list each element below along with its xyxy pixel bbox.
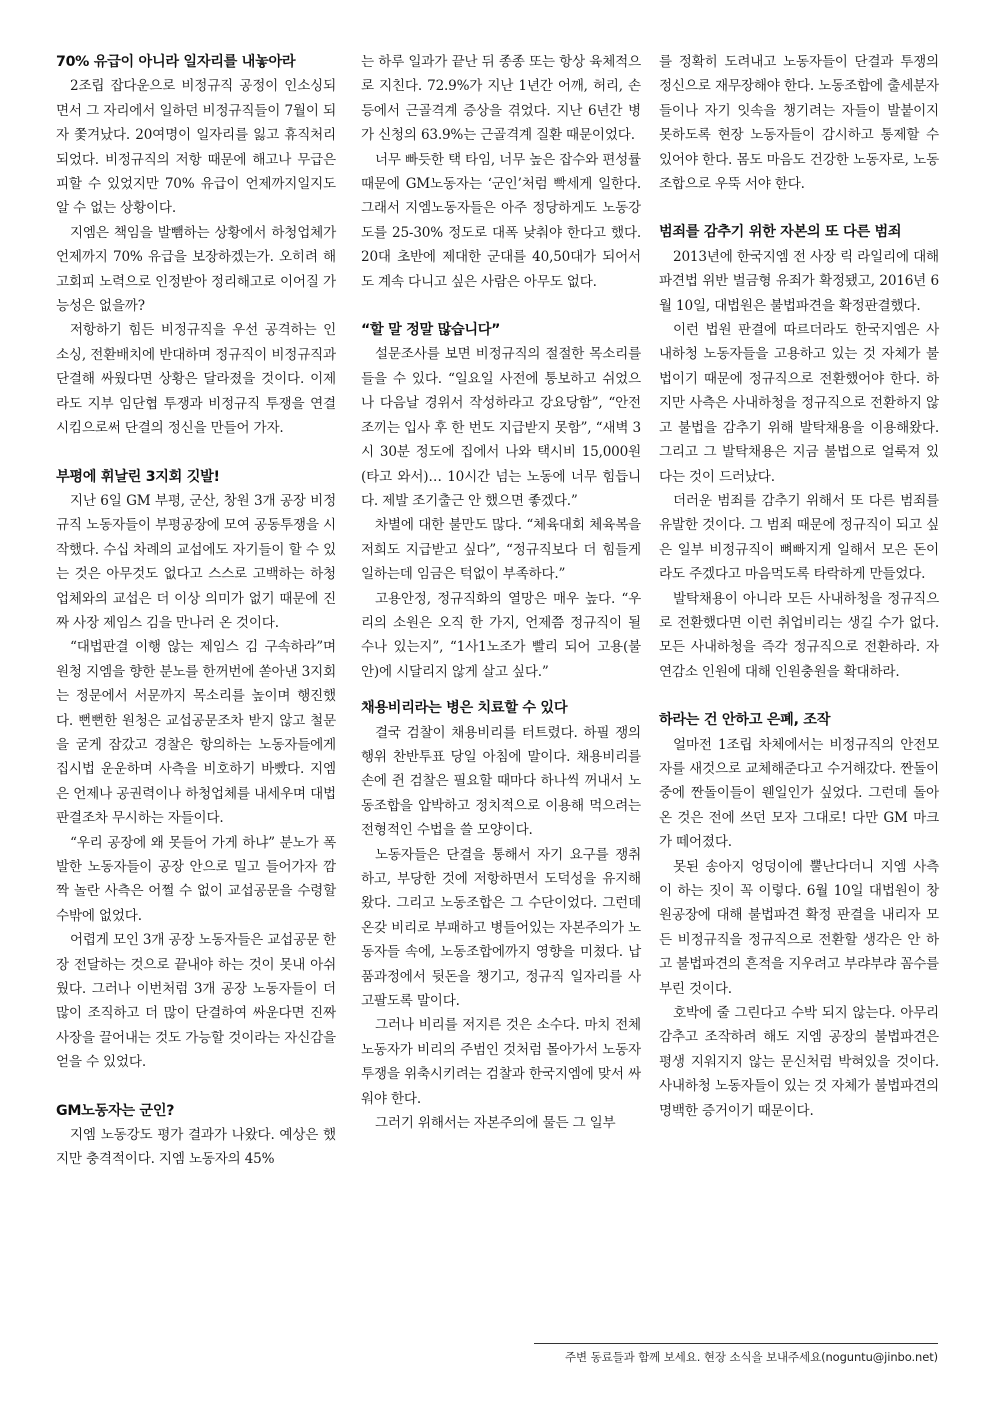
section-spacer bbox=[361, 684, 641, 696]
paragraph: 지엠 노동강도 평가 결과가 나왔다. 예상은 했지만 충격적이다. 지엠 노동자의 45% bbox=[56, 1127, 336, 1168]
paragraph: 어렵게 모인 3개 공장 노동자들은 교섭공문 한 장 전달하는 것으로 끝내야 하는 것이 못내 아쉬웠다. 그러나 이번처럼 3개 공장 노동자들이 더 많이 조직하고 더 많이 단결하여 싸운다면 진짜 사장을 끌어내는 것도 가능할 것이라는 자신감을 얻을 수 있었다. bbox=[56, 932, 336, 1071]
section-heading: 범죄를 감추기 위한 자본의 또 다른 범죄 bbox=[659, 224, 902, 241]
paragraph: 차별에 대한 불만도 많다. “체육대회 체육복을 저희도 지급받고 싶다”, “정규직보다 더 힘들게 일하는데 임금은 턱없이 부족하다.” bbox=[361, 517, 641, 583]
section-spacer bbox=[56, 441, 336, 465]
section-heading: 채용비리라는 병은 치료할 수 있다 bbox=[361, 700, 568, 717]
paragraph: 발탁채용이 아니라 모든 사내하청을 정규직으로 전환했다면 이런 취업비리는 생길 수가 없다. 모든 사내하청을 즉각 정규직으로 전환하라. 자연감소 인원에 대해 인원충원을 확대하라. bbox=[659, 590, 939, 680]
paragraph: 고용안정, 정규직화의 열망은 매우 높다. “우리의 소원은 오직 한 가지, 언제쯤 정규직이 될 수나 있는지”, “1사1노조가 빨리 되어 고용(불안)에 시달리지 않게 살고 싶다.” bbox=[361, 590, 641, 680]
paragraph: 결국 검찰이 채용비리를 터트렸다. 하필 쟁의행위 찬반투표 당일 아침에 말이다. 채용비리를 손에 쥔 검찰은 필요할 때마다 하나씩 꺼내서 노동조합을 압박하고 정치적으로 이용해 먹으려는 전형적인 수법을 쓸 모양이다. bbox=[361, 724, 641, 839]
column-2 bbox=[361, 50, 641, 1135]
section-spacer bbox=[659, 684, 939, 708]
section-spacer bbox=[361, 294, 641, 318]
paragraph: 못된 송아지 엉덩이에 뿔난다더니 지엠 사측이 하는 짓이 꼭 이렇다. 6월 10일 대법원이 창원공장에 대해 불법파견 확정 판결을 내리자 모든 비정규직을 정규직으로 전환할 생각은 안 하고 불법파견의 흔적을 지우려고 부랴부랴 꼼수를 부린 것이다. bbox=[659, 858, 939, 997]
section-spacer bbox=[659, 196, 939, 220]
paragraph: 너무 빠듯한 택 타임, 너무 높은 잡수와 편성률 때문에 GM노동자는 ‘군인’처럼 빡세게 일한다. 그래서 지엠노동자들은 아주 정당하게도 노동강도를 25-30% 정도로 대폭 낮춰야 한다고 했다. 20대 초반에 제대한 군대를 40,50대가 되어서도 계속 다니고 싶은 사람은 아무도 없다. bbox=[361, 151, 641, 290]
section-spacer bbox=[56, 1075, 336, 1099]
section-heading: 70% 유급이 아니라 일자리를 내놓아라 bbox=[56, 54, 296, 70]
paragraph: 노동자들은 단결을 통해서 자기 요구를 쟁취하고, 부당한 것에 저항하면서 도덕성을 유지해왔다. 그리고 노동조합은 그 수단이었다. 그런데 온갖 비리로 부패하고 병들어있는 자본주의가 노동자들 속에, 노동조합에까지 영향을 미쳤다. 납품과정에서 뒷돈을 챙기고, 정규직 일자리를 사고팔도록 말이다. bbox=[361, 846, 641, 1010]
section-heading: 부평에 휘날린 3지회 깃발! bbox=[56, 468, 220, 485]
paragraph: 저항하기 힘든 비정규직을 우선 공격하는 인소싱, 전환배치에 반대하며 정규직이 비정규직과 단결해 싸웠다면 상황은 달라졌을 것이다. 이제라도 지부 임단협 투쟁과 비정규직 투쟁을 연결시킴으로써 단결의 정신을 만들어 가자. bbox=[56, 322, 336, 437]
paragraph: “우리 공장에 왜 못들어 가게 하냐” 분노가 폭발한 노동자들이 공장 안으로 밀고 들어가자 깜짝 놀란 사측은 어쩔 수 없이 교섭공문을 수령할 수밖에 없었다. bbox=[56, 834, 336, 924]
column-1 bbox=[56, 50, 336, 1172]
paragraph: 지엠은 책임을 발뺌하는 상황에서 하청업체가 언제까지 70% 유급을 보장하겠는가. 오히려 해고회피 노력으로 인정받아 정리해고로 이어질 가능성은 없을까? bbox=[56, 224, 336, 315]
continued-paragraph: 를 정확히 도려내고 노동자들이 단결과 투쟁의 정신으로 재무장해야 한다. 노동조합에 출세분자들이나 자기 잇속을 챙기려는 자들이 발붙이지 못하도록 현장 노동자들이 감시하고 통제할 수 있어야 한다. 몸도 마음도 건강한 노동자로, 노동조합으로 우뚝 서야 한다. bbox=[659, 54, 939, 193]
paragraph: 더러운 범죄를 감추기 위해서 또 다른 범죄를 유발한 것이다. 그 범죄 때문에 정규직이 되고 싶은 일부 비정규직이 뼈빠지게 일해서 모은 돈이라도 주겠다고 마음먹도록 타락하게 만들었다. bbox=[659, 492, 939, 583]
paragraph: 2013년에 한국지엠 전 사장 릭 라일리에 대해 파견법 위반 벌금형 유죄가 확정됐고, 2016년 6월 10일, 대법원은 불법파견을 확정판결했다. bbox=[659, 248, 939, 314]
footer-divider bbox=[534, 1343, 938, 1344]
section-heading: 하라는 건 안하고 은폐, 조작 bbox=[659, 712, 831, 729]
section-heading: “할 말 정말 많습니다” bbox=[361, 322, 501, 339]
footer-note: 주변 동료들과 함께 보세요. 현장 소식을 보내주세요(noguntu@jinbo.net) bbox=[565, 1350, 938, 1364]
paragraph: 이런 법원 판결에 따르더라도 한국지엠은 사내하청 노동자들을 고용하고 있는 것 자체가 불법이기 때문에 정규직으로 전환했어야 한다. 하지만 사측은 사내하청을 정규직으로 전환하지 않고 불법을 감추기 위해 발탁채용을 이용해왔다. 그리고 그 발탁채용은 지금 불법으로 얼룩져 있다는 것이 드러났다. bbox=[659, 322, 939, 485]
paragraph: 설문조사를 보면 비정규직의 절절한 목소리를 들을 수 있다. “일요일 사전에 통보하고 쉬었으나 다음날 경위서 작성하라고 강요당함”, “안전조끼는 입사 후 한 번도 지급받지 못함”, “새벽 3시 30분 정도에 집에서 나와 택시비 15,000원 (타고 와서)… 10시간 넘는 노동에 너무 힘듭니다. 제발 조기출근 안 했으면 좋겠다.” bbox=[361, 346, 641, 509]
column-3 bbox=[659, 50, 939, 1123]
section-heading: GM노동자는 군인? bbox=[56, 1102, 175, 1119]
paragraph: 그러나 비리를 저지른 것은 소수다. 마치 전체 노동자가 비리의 주범인 것처럼 몰아가서 노동자투쟁을 위축시키려는 검찰과 한국지엠에 맞서 싸워야 한다. bbox=[361, 1017, 641, 1107]
paragraph: 호박에 줄 그린다고 수박 되지 않는다. 아무리 감추고 조작하려 해도 지엠 공장의 불법파견은 평생 지워지지 않는 문신처럼 박혀있을 것이다. 사내하청 노동자들이 있는 것 자체가 불법파견의 명백한 증거이기 때문이다. bbox=[659, 1005, 939, 1119]
paragraph: 얼마전 1조립 차체에서는 비정규직의 안전모자를 새것으로 교체해준다고 수거해갔다. 짠돌이 중에 짠돌이들이 웬일인가 싶었다. 그런데 돌아온 것은 전에 쓰던 모자 그대로! 다만 GM 마크가 떼어졌다. bbox=[659, 736, 939, 851]
paragraph: 지난 6일 GM 부평, 군산, 창원 3개 공장 비정규직 노동자들이 부평공장에 모여 공동투쟁을 시작했다. 수십 차례의 교섭에도 자기들이 할 수 있는 것은 아무것도 없다고 스스로 고백하는 하청업체와의 교섭은 더 이상 의미가 없기 때문에 진짜 사장 제임스 김을 만나러 온 것이다. bbox=[56, 492, 336, 631]
paragraph: 2조립 잡다운으로 비정규직 공정이 인소싱되면서 그 자리에서 일하던 비정규직들이 7월이 되자 쫓겨났다. 20여명이 일자리를 잃고 휴직처리되었다. 비정규직의 저항 때문에 해고나 무급은 피할 수 있었지만 70% 유급이 언제까지일지도 알 수 없는 상황이다. bbox=[56, 78, 336, 217]
paragraph: “대법판결 이행 않는 제임스 김 구속하라”며 원청 지엠을 향한 분노를 한꺼번에 쏟아낸 3지회는 정문에서 서문까지 목소리를 높이며 행진했다. 뻔뻔한 원청은 교섭공문조차 받지 않고 철문을 굳게 잠갔고 경찰은 항의하는 노동자들에게 집시법 운운하며 사측을 비호하기 바빴다. 지엠은 언제나 공권력이나 하청업체를 내세우며 대법판결조차 무시하는 자들이다. bbox=[56, 639, 336, 827]
paragraph: 그러기 위해서는 자본주의에 물든 그 일부 bbox=[375, 1115, 616, 1132]
continued-paragraph: 는 하루 일과가 끝난 뒤 종종 또는 항상 육체적으로 지친다. 72.9%가 지난 1년간 어깨, 허리, 손 등에서 근골격계 증상을 겪었다. 지난 6년간 병가 신청의 63.9%는 근골격계 질환 때문이었다. bbox=[361, 54, 641, 144]
